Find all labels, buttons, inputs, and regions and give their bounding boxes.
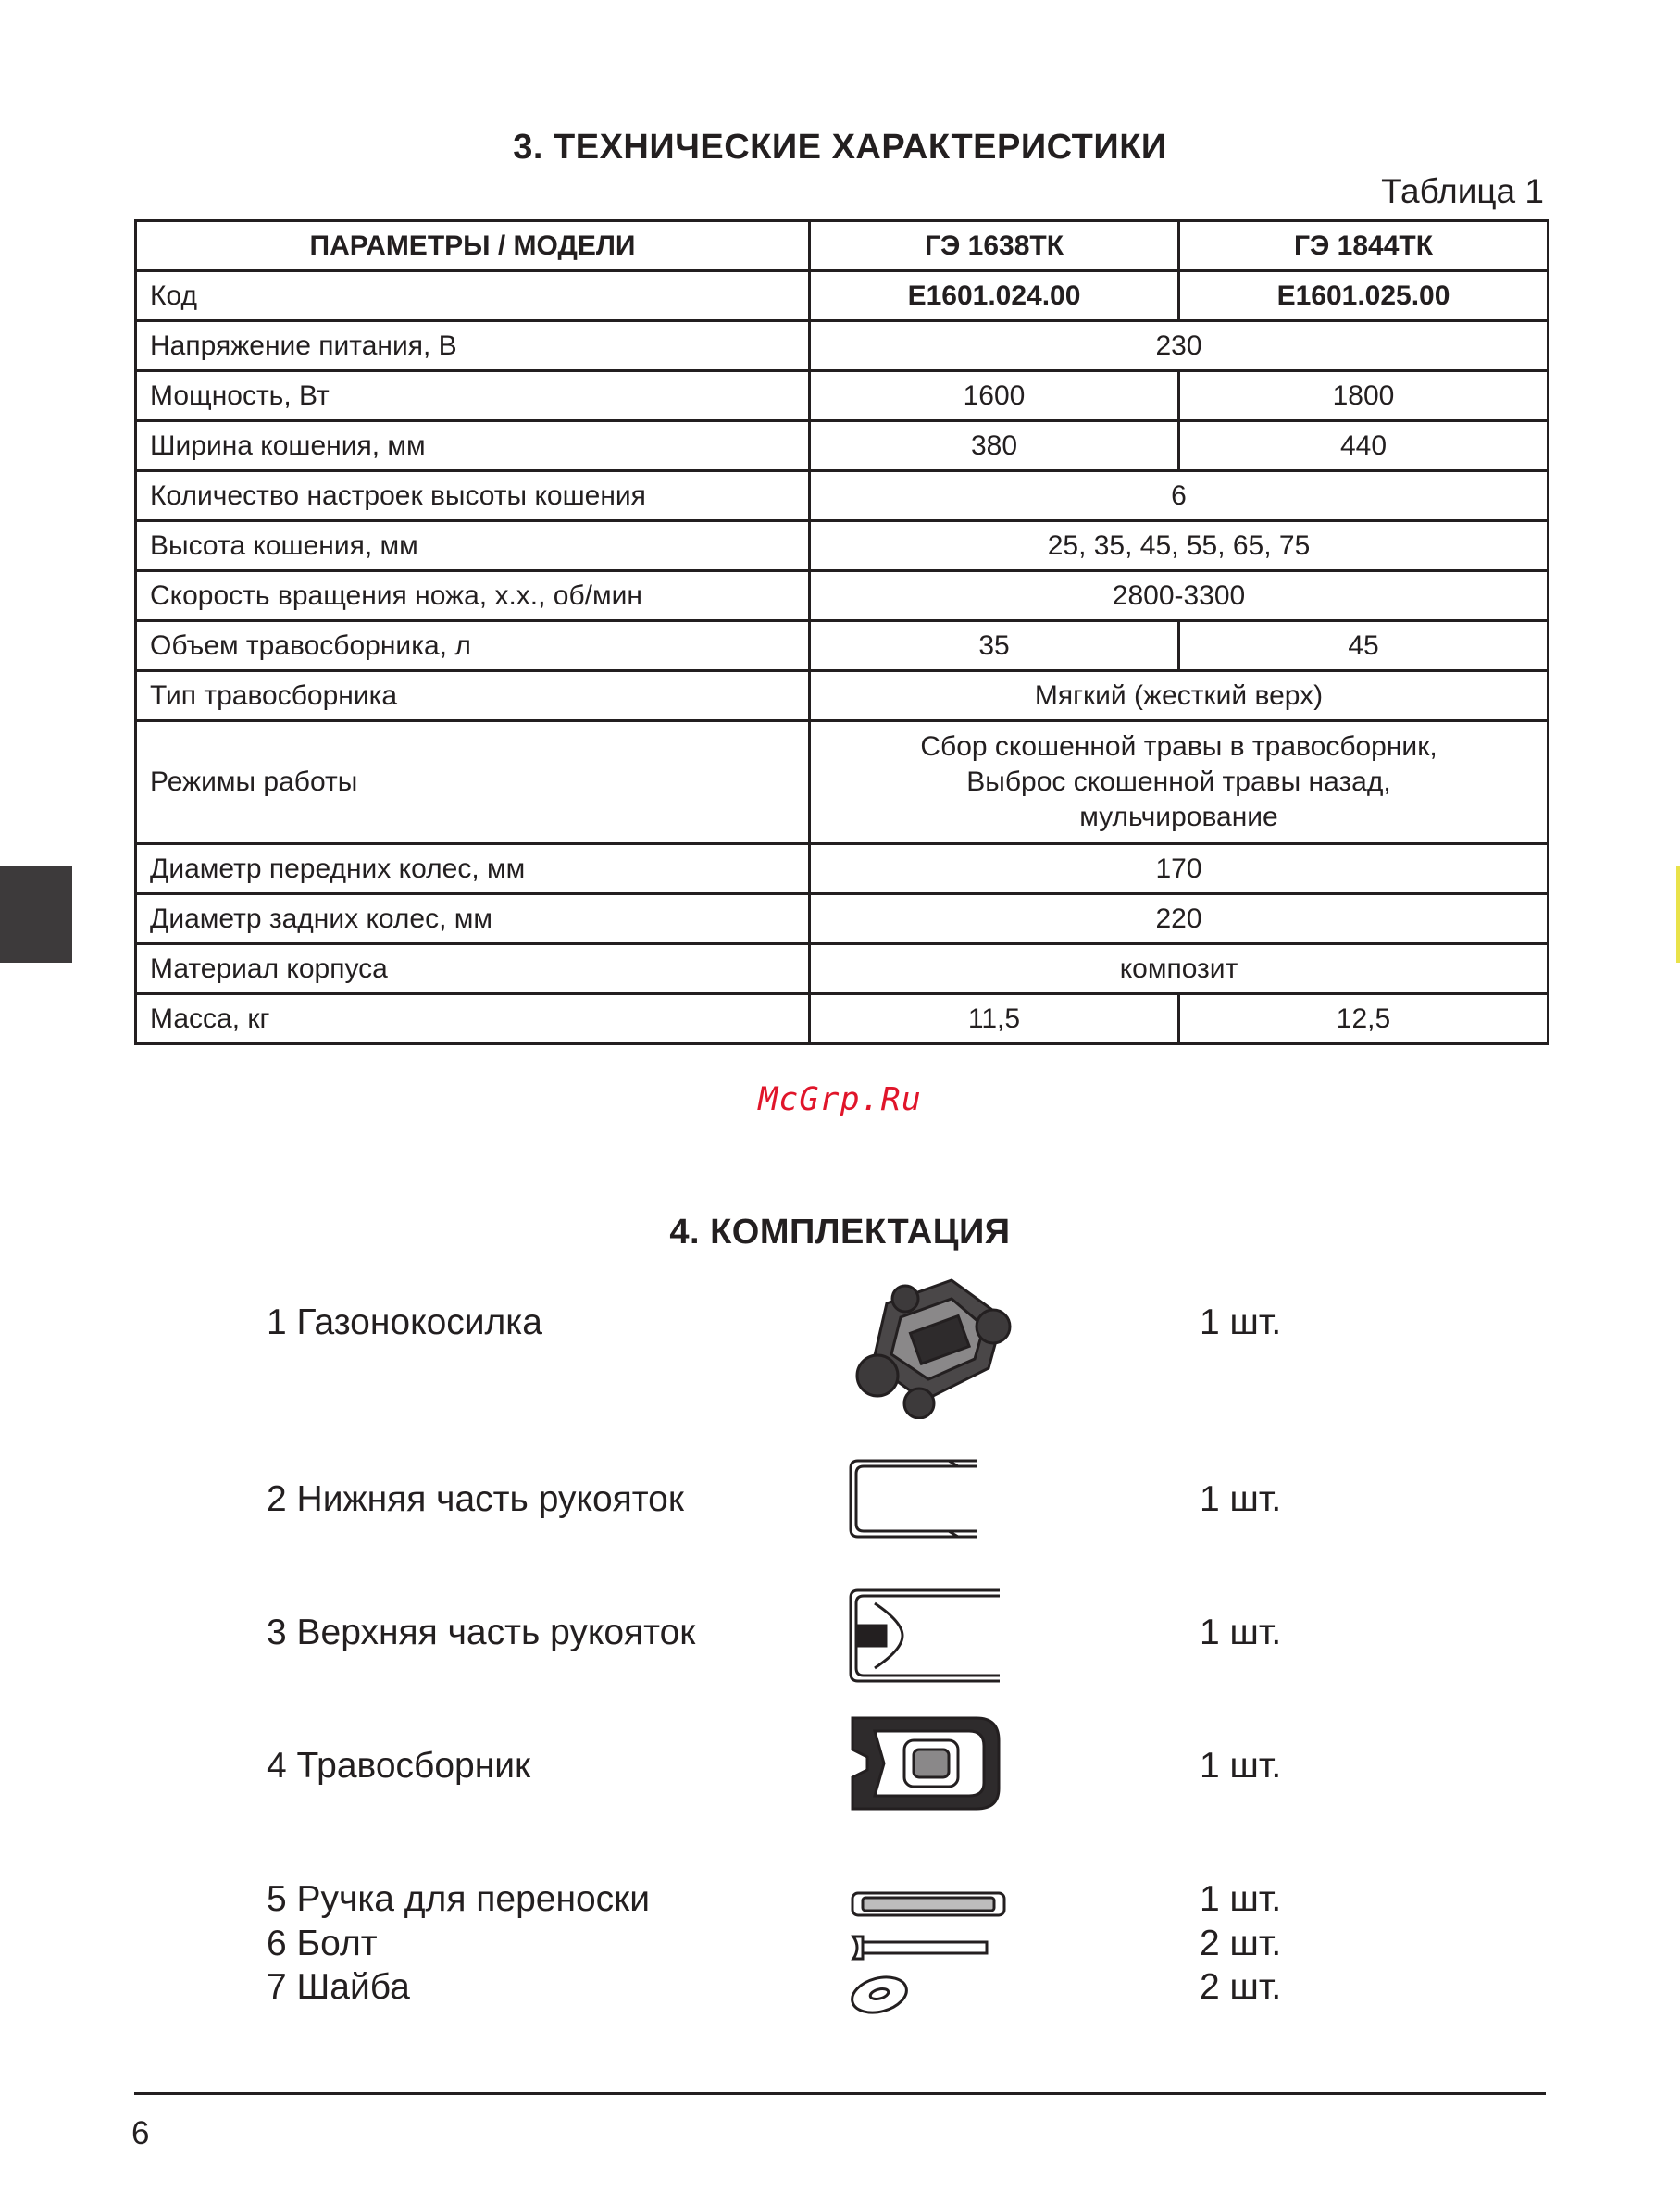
mode-line: мульчирование — [1079, 802, 1278, 832]
value-rear-wheel: 220 — [810, 894, 1549, 944]
param-catcher-type: Тип травосборника — [136, 671, 810, 721]
side-tab-marker — [0, 866, 72, 963]
weight-1638: 11,5 — [810, 994, 1179, 1044]
specifications-table — [134, 219, 1549, 1045]
param-modes: Режимы работы — [136, 721, 810, 844]
kit-item-name: 2 Нижняя часть рукояток — [267, 1479, 684, 1519]
washer-icon — [847, 1972, 912, 2018]
mode-line: Выброс скошенной травы назад, — [966, 766, 1391, 797]
param-housing-material: Материал корпуса — [136, 944, 810, 994]
kit-item-qty: 2 шт. — [1200, 1967, 1282, 2007]
power-1638: 1600 — [810, 371, 1179, 421]
table-row — [136, 571, 1549, 621]
table-row — [136, 994, 1549, 1044]
code-1638: E1601.024.00 — [810, 271, 1179, 321]
table-row — [136, 844, 1549, 894]
kit-item-name: 7 Шайба — [267, 1967, 410, 2007]
table-row — [136, 894, 1549, 944]
param-voltage: Напряжение питания, В — [136, 321, 810, 371]
table-row — [136, 671, 1549, 721]
param-height-settings: Количество настроек высоты кошения — [136, 471, 810, 521]
section-4-title: 4. КОМПЛЕКТАЦИЯ — [669, 1213, 1011, 1252]
value-modes — [810, 721, 1549, 844]
kit-item-qty: 1 шт. — [1200, 1746, 1282, 1786]
param-front-wheel: Диаметр передних колес, мм — [136, 844, 810, 894]
param-power: Мощность, Вт — [136, 371, 810, 421]
table-header-row — [136, 221, 1549, 271]
value-front-wheel: 170 — [810, 844, 1549, 894]
value-voltage: 230 — [810, 321, 1549, 371]
table-row — [136, 521, 1549, 571]
header-parameters: ПАРАМЕТРЫ / МОДЕЛИ — [136, 221, 810, 271]
kit-item-name: 1 Газонокосилка — [267, 1302, 542, 1342]
header-model-1638: ГЭ 1638ТК — [810, 221, 1179, 271]
param-weight: Масса, кг — [136, 994, 810, 1044]
carry-handle-icon — [850, 1888, 1007, 1920]
kit-item-qty: 1 шт. — [1200, 1479, 1282, 1519]
watermark: McGrp.Ru — [758, 1081, 922, 1118]
kit-item-qty: 1 шт. — [1200, 1613, 1282, 1652]
param-cutting-height: Высота кошения, мм — [136, 521, 810, 571]
weight-1844: 12,5 — [1179, 994, 1549, 1044]
table-row — [136, 471, 1549, 521]
section-3-title: 3. ТЕХНИЧЕСКИЕ ХАРАКТЕРИСТИКИ — [513, 128, 1167, 167]
table-row — [136, 321, 1549, 371]
param-rear-wheel: Диаметр задних колес, мм — [136, 894, 810, 944]
edge-marker — [1676, 866, 1680, 963]
header-model-1844: ГЭ 1844ТК — [1179, 221, 1549, 271]
cutting-width-1638: 380 — [810, 421, 1179, 471]
value-height-settings: 6 — [810, 471, 1549, 521]
value-housing-material: композит — [810, 944, 1549, 994]
param-catcher-volume: Объем травосборника, л — [136, 621, 810, 671]
value-blade-speed: 2800-3300 — [810, 571, 1549, 621]
table-row — [136, 944, 1549, 994]
table-row — [136, 271, 1549, 321]
kit-item-name: 3 Верхняя часть рукояток — [267, 1613, 696, 1652]
table-row — [136, 421, 1549, 471]
upper-handle-icon — [847, 1585, 1004, 1687]
table-row — [136, 621, 1549, 671]
code-1844: E1601.025.00 — [1179, 271, 1549, 321]
kit-item-qty: 2 шт. — [1200, 1924, 1282, 1963]
lower-handle-icon — [847, 1453, 986, 1544]
param-code: Код — [136, 271, 810, 321]
param-cutting-width: Ширина кошения, мм — [136, 421, 810, 471]
kit-item-qty: 1 шт. — [1200, 1879, 1282, 1919]
kit-item-name: 4 Травосборник — [267, 1746, 531, 1786]
kit-item-name: 6 Болт — [267, 1924, 378, 1963]
kit-item-name: 5 Ручка для переноски — [267, 1879, 651, 1919]
value-cutting-height: 25, 35, 45, 55, 65, 75 — [810, 521, 1549, 571]
table-row — [136, 721, 1549, 844]
param-blade-speed: Скорость вращения ножа, х.х., об/мин — [136, 571, 810, 621]
lawn-mower-icon — [850, 1276, 1012, 1419]
page-number: 6 — [131, 2115, 150, 2151]
power-1844: 1800 — [1179, 371, 1549, 421]
catcher-volume-1638: 35 — [810, 621, 1179, 671]
value-catcher-type: Мягкий (жесткий верх) — [810, 671, 1549, 721]
catcher-volume-1844: 45 — [1179, 621, 1549, 671]
footer-rule — [134, 2092, 1546, 2095]
grass-catcher-icon — [847, 1713, 1004, 1814]
table-caption: Таблица 1 — [1381, 172, 1544, 210]
bolt-icon — [850, 1933, 990, 1962]
mode-line: Сбор скошенной травы в травосборник, — [920, 731, 1437, 762]
table-row — [136, 371, 1549, 421]
cutting-width-1844: 440 — [1179, 421, 1549, 471]
kit-item-qty: 1 шт. — [1200, 1302, 1282, 1342]
